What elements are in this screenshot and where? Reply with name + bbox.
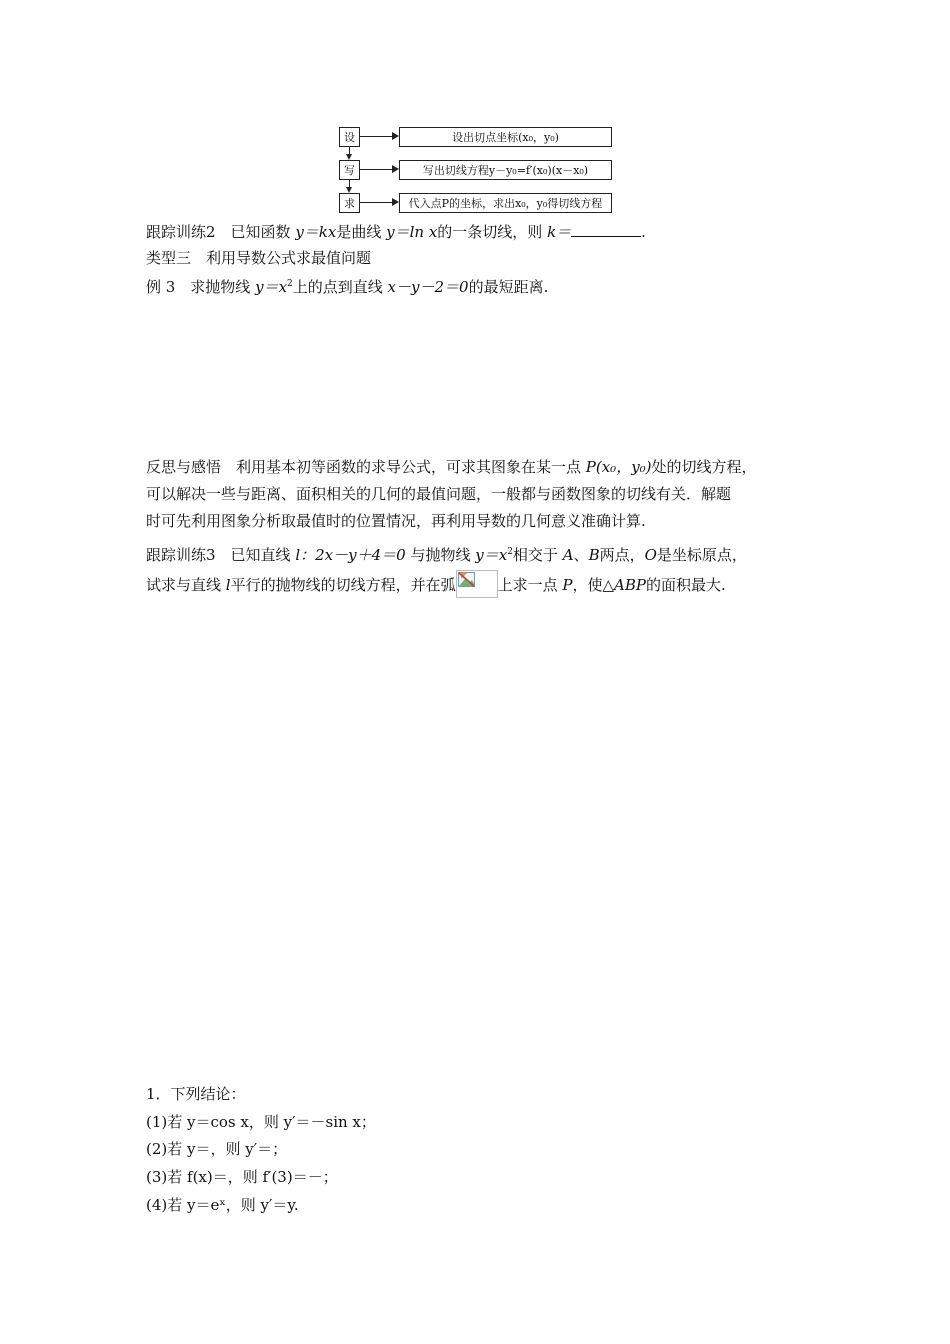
- flow-desc-box-1: 设出切点坐标(x₀，y₀): [399, 127, 612, 147]
- t3-point-a: A: [562, 546, 574, 564]
- example3-sup: 2: [287, 279, 293, 289]
- flow-connector-1: [349, 147, 350, 154]
- t3-parabola: y＝x: [475, 546, 508, 564]
- example3-line: [146, 274, 548, 297]
- exercise1-title: 1．下列结论：: [146, 1085, 246, 1103]
- flow-arrow-down-1: [346, 154, 352, 160]
- flow-desc-box-3: 代入点P的坐标，求出x₀，y₀得切线方程: [399, 193, 612, 213]
- t3-text: 上求一点: [497, 576, 563, 594]
- t3-text: 相交于: [512, 546, 563, 564]
- flow-arrow-right-1: [392, 132, 399, 140]
- flow-connector-2: [349, 180, 350, 187]
- example3-expr: y＝x: [255, 278, 288, 296]
- example3-expr2: x－y－2＝0: [387, 278, 469, 296]
- flow-arrow-right-3: [392, 198, 399, 206]
- answer-blank[interactable]: [571, 222, 641, 237]
- reflection-line-1: [146, 457, 757, 477]
- flow-arrow-right-2: [392, 165, 399, 173]
- reflection-point: P(x₀，y₀): [585, 458, 652, 476]
- flow-link-2: [360, 169, 392, 170]
- training2-mid2: 的一条切线，则: [437, 223, 548, 241]
- t3-text: 两点，: [599, 546, 645, 564]
- exercise1-item-3: (3)若 f(x)＝，则 f′(3)＝－；: [146, 1168, 338, 1186]
- flow-arrow-down-2: [346, 187, 352, 193]
- reflection-line-2: 可以解决一些与距离、面积相关的几何的最值问题，一般都与函数图象的切线有关．解题: [146, 485, 732, 503]
- training3-line-1: [146, 542, 747, 565]
- broken-image-icon: [456, 570, 498, 598]
- flow-key-box-2: 写: [339, 160, 360, 180]
- flow-link-3: [360, 202, 392, 203]
- t3-text: 跟踪训练3 已知直线: [146, 546, 296, 564]
- flow-link-1: [360, 136, 392, 137]
- t3-text: 、: [573, 546, 589, 564]
- training2-expr3: k＝: [547, 223, 572, 241]
- exercise1-item-2: (2)若 y＝，则 y′＝；: [146, 1140, 288, 1158]
- example3-mid: 上的点到直线: [292, 278, 388, 296]
- exercise1-item-4: (4)若 y＝eˣ，则 y′＝y.: [146, 1196, 299, 1214]
- t3-line-name: l：: [295, 546, 316, 564]
- training2-prefix: 跟踪训练2 已知函数: [146, 223, 296, 241]
- t3-point-p: P: [562, 576, 573, 594]
- t3-point-b: B: [588, 546, 600, 564]
- flow-desc-box-2: 写出切线方程y－y₀=f′(x₀)(x－x₀): [399, 160, 612, 180]
- example3-prefix: 例 3 求抛物线: [146, 278, 256, 296]
- training2-mid1: 是曲线: [336, 223, 387, 241]
- t3-text: 试求与直线: [146, 576, 226, 594]
- training2-expr2: y＝ln x: [386, 223, 438, 241]
- t3-text: 平行的抛物线的切线方程，并在弧: [230, 576, 456, 594]
- t3-text: 的面积最大.: [645, 576, 726, 594]
- t3-line-name: l: [225, 576, 231, 594]
- t3-text: 与抛物线: [405, 546, 476, 564]
- t3-origin: O: [644, 546, 657, 564]
- t3-triangle: ABP: [614, 576, 646, 594]
- reflection-line-3: 时可先利用图象分析取最值时的位置情况，再利用导数的几何意义准确计算.: [146, 512, 646, 530]
- reflection-text-1c: 处的切线方程，: [651, 458, 757, 476]
- t3-text: 是坐标原点，: [656, 546, 747, 564]
- reflection-text-1a: 反思与感悟 利用基本初等函数的求导公式，可求其图象在某一点: [146, 458, 586, 476]
- t3-sup: 2: [507, 547, 513, 557]
- training2-tail: .: [641, 223, 646, 241]
- t3-line-eq: 2x－y＋4＝0: [315, 546, 406, 564]
- flow-key-box-1: 设: [339, 127, 360, 147]
- exercise1-item-1: (1)若 y＝cos x，则 y′＝－sin x；: [146, 1113, 376, 1131]
- example3-tail: 的最短距离.: [468, 278, 549, 296]
- type3-heading: 类型三 利用导数公式求最值问题: [146, 249, 372, 267]
- t3-text: ，使△: [572, 576, 615, 594]
- training2-expr: y＝kx: [295, 223, 337, 241]
- flow-key-box-3: 求: [339, 193, 360, 213]
- training3-line-2: [146, 572, 726, 600]
- training2-line: [146, 222, 646, 242]
